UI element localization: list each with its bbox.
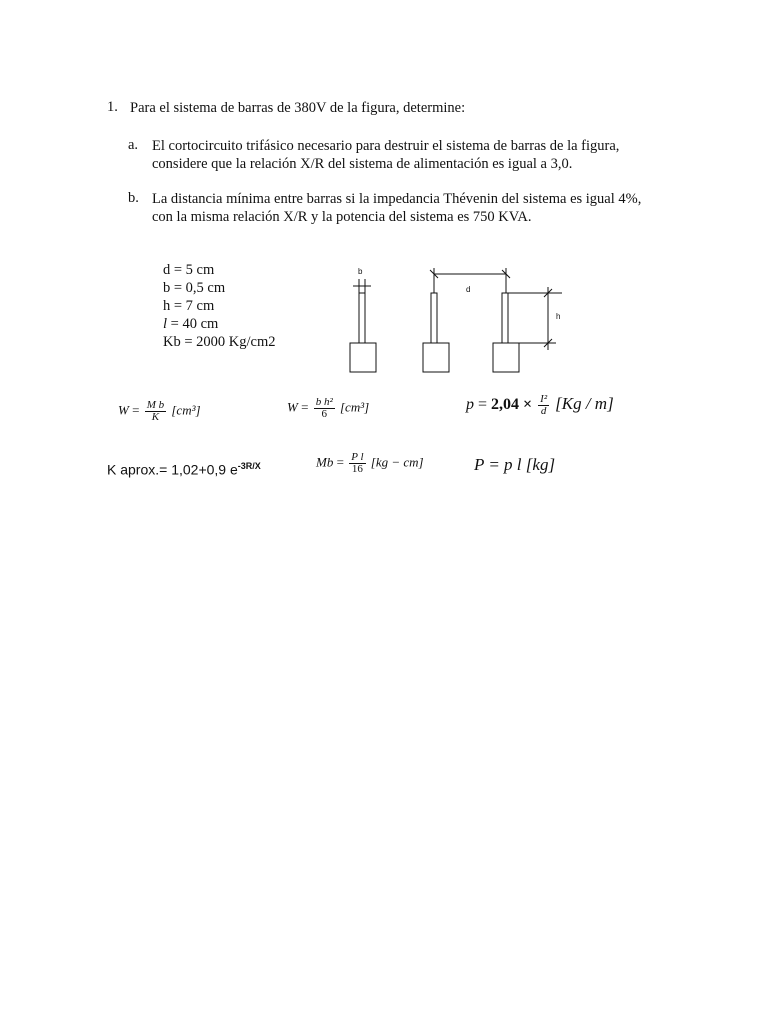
formula-w-num: M b bbox=[146, 399, 165, 411]
dim-label-h: h bbox=[556, 312, 561, 321]
dim-label-d: d bbox=[466, 285, 471, 294]
formula-p-unit: [Kg / m] bbox=[555, 394, 614, 414]
given-b: b = 0,5 cm bbox=[163, 280, 226, 296]
item-b-label: b. bbox=[128, 190, 139, 206]
formula-mb-fraction bbox=[349, 452, 365, 475]
given-h: h = 7 cm bbox=[163, 298, 215, 314]
formula-w-unit: [cm³] bbox=[171, 402, 201, 418]
formula-mb bbox=[316, 452, 424, 475]
formula-p-lhs: p bbox=[466, 396, 474, 414]
problem-statement: Para el sistema de barras de 380V de la figura, determine: bbox=[130, 100, 466, 116]
formula-w2-unit: [cm³] bbox=[340, 399, 370, 415]
formula-mb-num: P l bbox=[351, 451, 364, 463]
given-l-symbol: l bbox=[163, 316, 168, 332]
formula-p-den: d bbox=[540, 405, 547, 417]
formula-P bbox=[474, 455, 555, 475]
bar-2 bbox=[431, 293, 437, 343]
bar-1-base bbox=[350, 343, 376, 372]
formula-w-eq: = bbox=[132, 402, 140, 418]
formula-w-fraction bbox=[145, 400, 166, 423]
formula-mb-lhs: Mb bbox=[316, 454, 334, 470]
formula-p-force bbox=[466, 394, 614, 417]
formula-w-mb-k bbox=[118, 400, 201, 423]
formula-w2-lhs: W bbox=[287, 399, 298, 415]
formula-p-coef: 2,04 × bbox=[491, 396, 533, 414]
formula-p-fraction bbox=[538, 394, 549, 417]
formula-k-approx bbox=[107, 461, 261, 478]
given-kb: Kb = 2000 Kg/cm2 bbox=[163, 334, 276, 350]
bar-1 bbox=[359, 293, 365, 343]
formula-w2-eq: = bbox=[301, 399, 309, 415]
formula-w2-num: b h² bbox=[315, 396, 333, 408]
given-l bbox=[163, 315, 276, 333]
given-data bbox=[163, 261, 276, 351]
problem-number: 1. bbox=[107, 99, 118, 115]
formula-mb-den: 16 bbox=[351, 463, 363, 475]
formula-k-exp: -3R/X bbox=[237, 461, 261, 471]
formula-k-text: K aprox.= 1,02+0,9 e bbox=[107, 461, 238, 478]
formula-mb-unit: [kg − cm] bbox=[370, 454, 424, 470]
formula-w-bh2 bbox=[287, 397, 369, 420]
dim-label-b: b bbox=[358, 267, 363, 276]
formula-w-den: K bbox=[151, 411, 160, 423]
item-b-line-1: La distancia mínima entre barras si la impedancia Thévenin del sistema es igual 4%, bbox=[152, 191, 642, 207]
formula-w-lhs: W bbox=[118, 402, 129, 418]
bar-3-base bbox=[493, 343, 519, 372]
formula-P-unit: [kg] bbox=[525, 455, 556, 474]
formula-p-eq: = bbox=[478, 396, 488, 414]
formula-w2-den: 6 bbox=[321, 408, 327, 420]
given-l-value: = 40 cm bbox=[167, 316, 219, 332]
item-a-line-1: El cortocircuito trifásico necesario para destruir el sistema de barras de la figura, bbox=[152, 138, 620, 154]
item-a-label: a. bbox=[128, 137, 139, 153]
formula-mb-eq: = bbox=[336, 454, 344, 470]
item-b-line-2: con la misma relación X/R y la potencia del sistema es 750 KVA. bbox=[152, 209, 532, 225]
busbar-figure bbox=[330, 260, 570, 378]
bar-3 bbox=[502, 293, 508, 343]
given-d: d = 5 cm bbox=[163, 262, 215, 278]
formula-w2-fraction bbox=[314, 397, 335, 420]
item-a-line-2: considere que la relación X/R del sistema de alimentación es igual a 3,0. bbox=[152, 156, 573, 172]
bar-2-base bbox=[423, 343, 449, 372]
formula-P-text: P = p l bbox=[474, 455, 522, 474]
formula-p-num: I² bbox=[540, 393, 548, 405]
